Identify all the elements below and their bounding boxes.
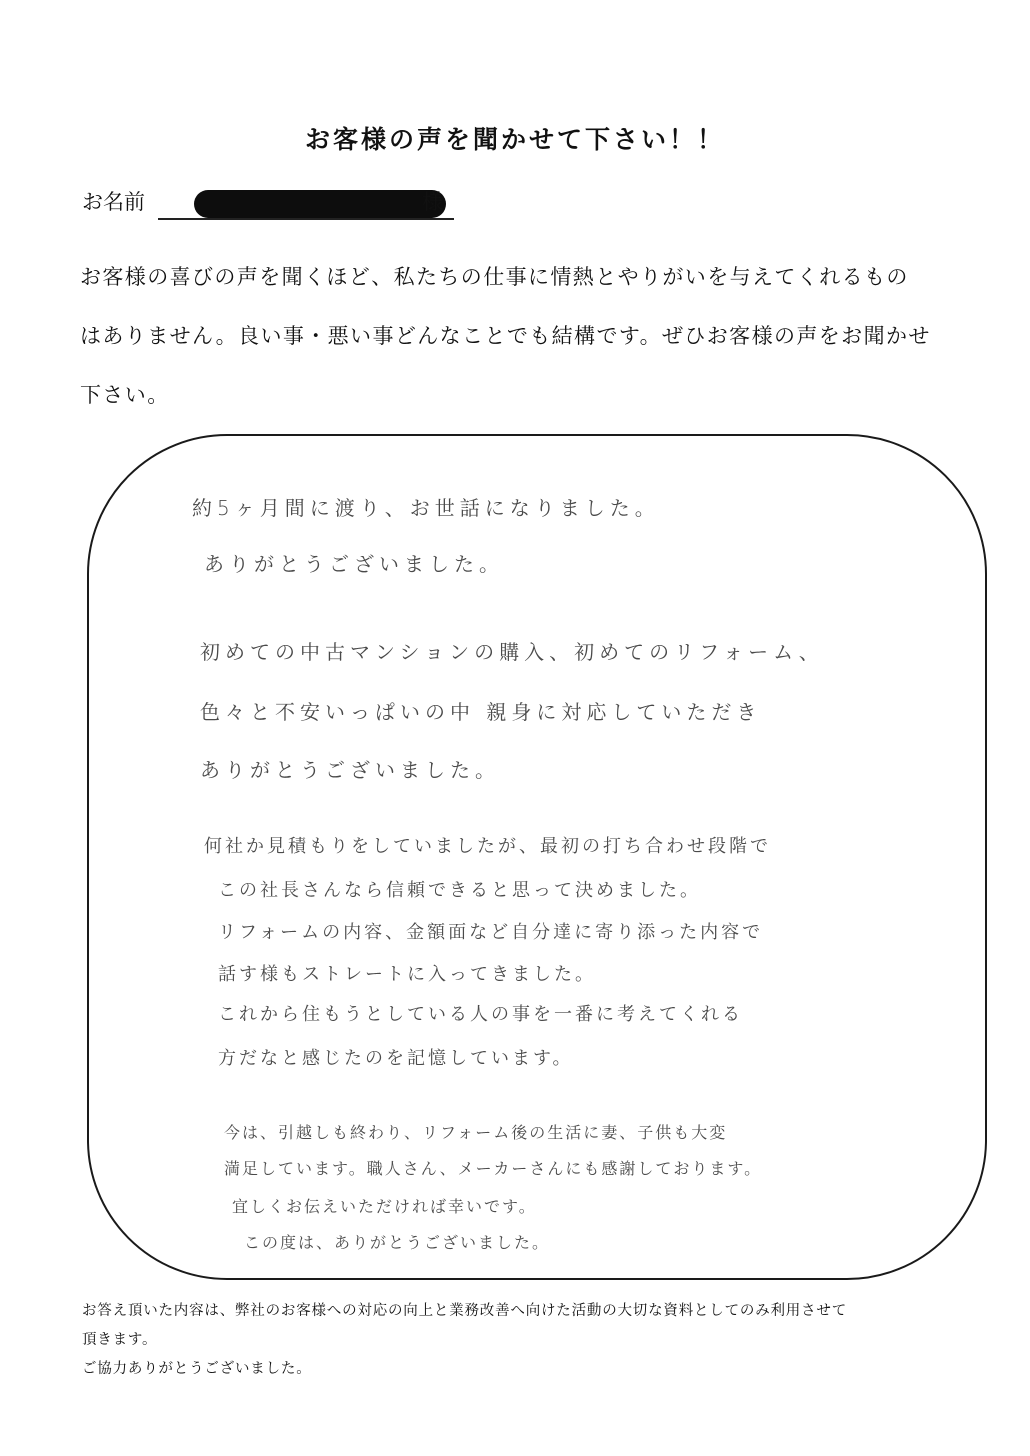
intro-line: 下さい。 (80, 383, 170, 407)
handwritten-line: 何社か見積もりをしていましたが、最初の打ち合わせ段階で (204, 836, 771, 857)
handwritten-line: 初めての中古マンションの購入、初めてのリフォーム、 (200, 640, 824, 664)
handwritten-line: この度は、ありがとうございました。 (244, 1233, 551, 1252)
handwritten-line: リフォームの内容、金額面など自分達に寄り添った内容で (218, 922, 764, 943)
handwritten-line: 今は、引越しも終わり、リフォーム後の生活に妻、子供も大変 (224, 1123, 728, 1142)
handwritten-line: ありがとうございました。 (200, 758, 500, 782)
name-underline (158, 218, 454, 220)
footer-line: ご協力ありがとうございました。 (82, 1361, 312, 1377)
handwritten-line: ありがとうございました。 (204, 552, 504, 576)
footer-line: お答え頂いた内容は、弊社のお客様への対応の向上と業務改善へ向けた活動の大切な資料としてのみ利用させて (82, 1303, 847, 1319)
redacted-name-mark (194, 190, 446, 218)
handwritten-line: 宜しくお伝えいただければ幸いです。 (232, 1197, 537, 1216)
handwritten-line: 方だなと感じたのを記憶しています。 (218, 1048, 574, 1069)
handwritten-line: 話す様もストレートに入ってきました。 (218, 964, 596, 985)
name-honorific: 様 (422, 190, 443, 214)
handwritten-line: これから住もうとしている人の事を一番に考えてくれる (218, 1004, 743, 1025)
intro-line: はありません。良い事・悪い事どんなことでも結構です。ぜひお客様の声をお聞かせ (80, 324, 931, 348)
name-label: お名前 (82, 190, 145, 214)
handwritten-line: 色々と不安いっぱいの中 親身に対応していただき (200, 700, 762, 724)
footer-note (82, 1297, 992, 1384)
intro-line: お客様の喜びの声を聞くほど、私たちの仕事に情熱とやりがいを与えてくれるもの (80, 265, 909, 289)
customer-name-field (82, 186, 454, 220)
handwritten-line: この社長さんなら信頼できると思って決めました。 (218, 880, 701, 901)
form-title: お客様の声を聞かせて下さい！！ (304, 125, 725, 154)
intro-text (80, 248, 1000, 425)
footer-line: 頂きます。 (82, 1332, 158, 1348)
handwritten-line: 満足しています。職人さん、メーカーさんにも感謝しております。 (224, 1159, 763, 1178)
handwritten-line: 約5ヶ月間に渡り、お世話になりました。 (192, 496, 660, 520)
